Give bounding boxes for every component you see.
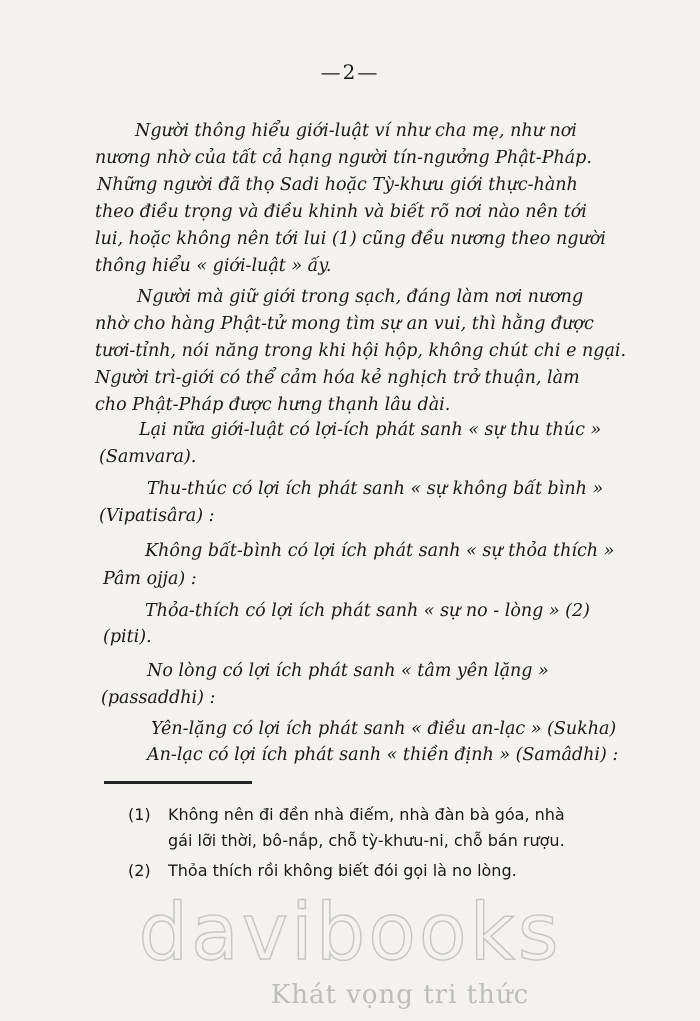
text-line: Không bất-bình có lợi ích phát sanh « sự thỏa thích » — [145, 541, 615, 561]
text-line: tươi-tỉnh, nói năng trong khi hội hộp, không chút chi e ngại. — [95, 341, 627, 361]
footnote-2 — [128, 858, 648, 884]
text-line: Những người đã thọ Sadi hoặc Tỳ-khưu giới thực-hành — [97, 175, 578, 195]
text-line: Yên-lặng có lợi ích phát sanh « điều an-lạc » (Sukha) — [151, 719, 617, 739]
footnote-text: Thỏa thích rồi không biết đói gọi là no lòng. — [168, 861, 517, 880]
text-line: Người thông hiểu giới-luật ví như cha mẹ, như nơi — [135, 121, 577, 141]
text-line: lui, hoặc không nên tới lui (1) cũng đều nương theo người — [95, 229, 606, 249]
footnote-text: Không nên đi đền nhà điếm, nhà đàn bà góa, nhà — [168, 805, 565, 824]
footnote-divider — [104, 781, 252, 784]
text-line: (Samvara). — [99, 447, 197, 467]
text-line: Thỏa-thích có lợi ích phát sanh « sự no - lòng » (2) — [145, 601, 590, 621]
text-line: nhờ cho hàng Phật-tử mong tìm sự an vui, thì hằng được — [95, 314, 594, 334]
text-line: theo điều trọng và điều khinh và biết rõ nơi nào nên tới — [95, 202, 587, 222]
watermark-tagline: Khát vọng tri thức — [270, 980, 530, 1010]
footnote-text: gái lỡi thời, bô-nắp, chỗ tỳ-khưu-ni, chỗ bán rượu. — [168, 831, 565, 850]
text-line: cho Phật-Pháp được hưng thạnh lâu dài. — [95, 395, 451, 415]
text-line: (Vipatisâra) : — [99, 506, 215, 526]
text-line: An-lạc có lợi ích phát sanh « thiền định » (Samâdhi) : — [147, 745, 619, 765]
text-line: (passaddhi) : — [101, 688, 216, 708]
footnote-number: (1) — [128, 805, 151, 824]
page-number: —2— — [320, 60, 380, 84]
watermark-logo: davibooks — [138, 888, 562, 978]
text-line: nương nhờ của tất cả hạng người tín-ngưởng Phật-Pháp. — [95, 148, 592, 168]
text-line: (piti). — [103, 627, 152, 647]
text-line: Người trì-giới có thể cảm hóa kẻ nghịch trở thuận, làm — [95, 368, 580, 388]
text-line: Thu-thúc có lợi ích phát sanh « sự không bất bình » — [147, 479, 604, 499]
text-line: Người mà giữ giới trong sạch, đáng làm nơi nương — [137, 287, 584, 307]
footnote-1 — [128, 802, 648, 854]
text-line: No lòng có lợi ích phát sanh « tâm yên lặng » — [147, 661, 549, 681]
text-line: Lại nữa giới-luật có lợi-ích phát sanh « sự thu thúc » — [139, 420, 602, 440]
footnote-number: (2) — [128, 861, 151, 880]
text-line: thông hiểu « giới-luật » ấy. — [95, 256, 332, 276]
body-text — [95, 118, 627, 765]
text-line: Pâm ojja) : — [103, 569, 197, 589]
